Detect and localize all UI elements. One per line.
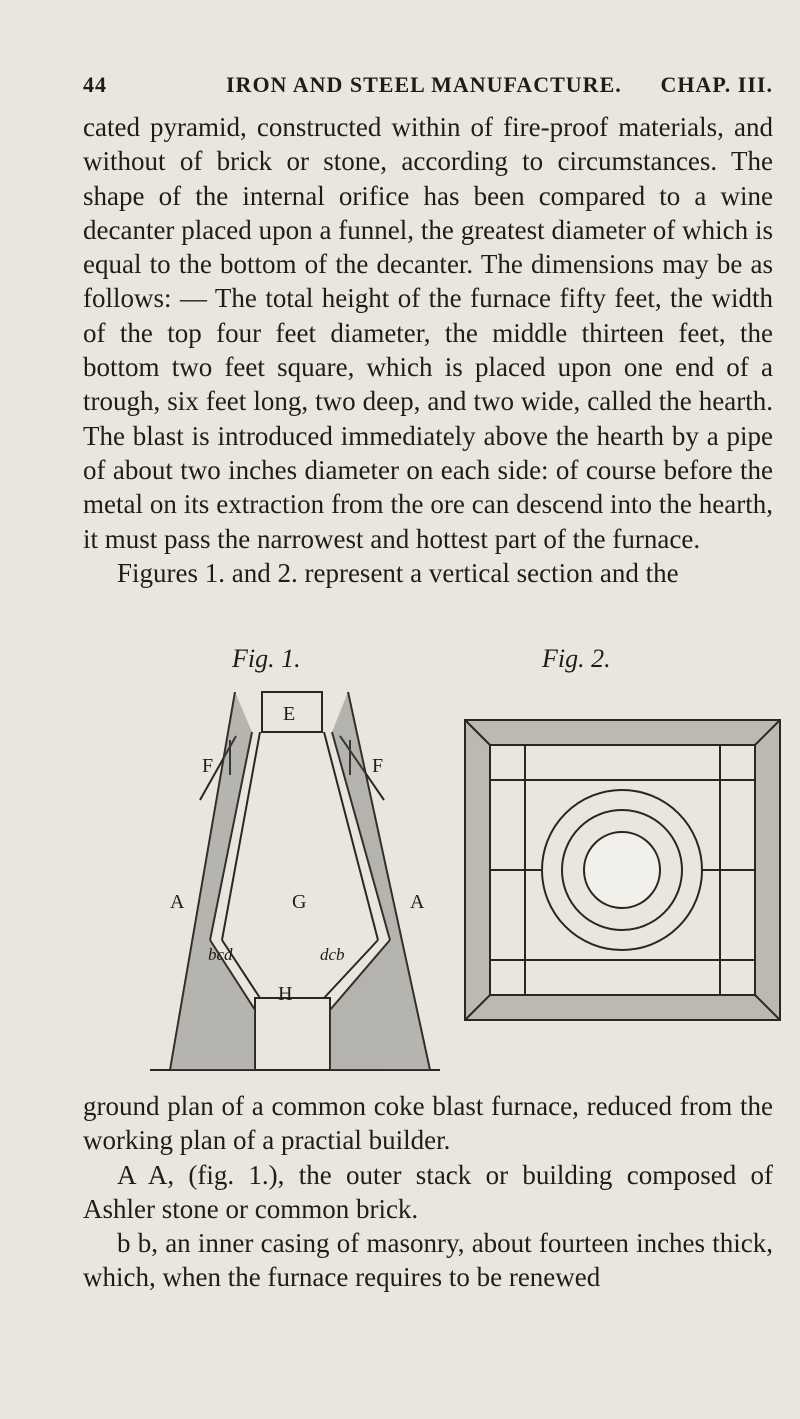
- paragraph: Figures 1. and 2. represent a vertical section and the: [117, 557, 679, 588]
- paragraph: A A, (fig. 1.), the outer stack or building composed of Ashler stone or common brick.: [83, 1159, 773, 1224]
- label-F-left: F: [202, 755, 214, 777]
- figure-2-ground-plan: [455, 710, 790, 1040]
- figure-1-vertical-section: [140, 680, 490, 1090]
- right-masonry-shade: [330, 692, 430, 1070]
- chapter-label: CHAP. III.: [660, 72, 773, 97]
- label-G: G: [292, 891, 307, 913]
- label-bcd: bcd: [208, 945, 233, 964]
- label-dcb: dcb: [320, 945, 345, 964]
- hearth: [255, 998, 330, 1070]
- running-header: [83, 62, 773, 102]
- figure-2-caption: Fig. 2.: [542, 644, 611, 673]
- text-block-top: [83, 110, 773, 590]
- paragraph: cated pyramid, constructed within of fire-proof materials, and without of brick or stone, according to circumstances. The shape of the internal orifice has been compared to a wine decanter placed upon a funnel, the greatest diameter of which is equal to the bottom of the decanter. The dimensions may be as follows: — The total height of the furnace fifty feet, the width of the top four feet diameter, the middle thirteen feet, the bottom two feet square, which is placed upon one end of a trough, six feet long, two deep, and two wide, called the hearth. The blast is introduced immediately above the hearth by a pipe of about two inches diameter on each side: of course before the metal on its extraction from the ore can descend into the hearth, it must pass the narrowest and hottest part of the furnace.: [83, 112, 773, 554]
- figure-1-caption: Fig. 1.: [232, 644, 301, 673]
- text-block-bottom: [83, 1089, 773, 1295]
- paragraph: ground plan of a common coke blast furnace, reduced from the working plan of a practial builder.: [83, 1091, 773, 1156]
- running-title: IRON AND STEEL MANUFACTURE.: [226, 72, 622, 97]
- page-number: 44: [83, 72, 107, 97]
- label-A-left: A: [170, 891, 185, 913]
- paragraph: b b, an inner casing of masonry, about fourteen inches thick, which, when the furnace requires to be renewed: [83, 1228, 773, 1293]
- hearth-circle: [584, 832, 660, 908]
- label-F-right: F: [372, 755, 384, 777]
- label-A-right: A: [410, 891, 425, 913]
- label-E: E: [283, 703, 296, 725]
- label-H: H: [278, 983, 293, 1005]
- left-masonry-shade: [170, 692, 255, 1070]
